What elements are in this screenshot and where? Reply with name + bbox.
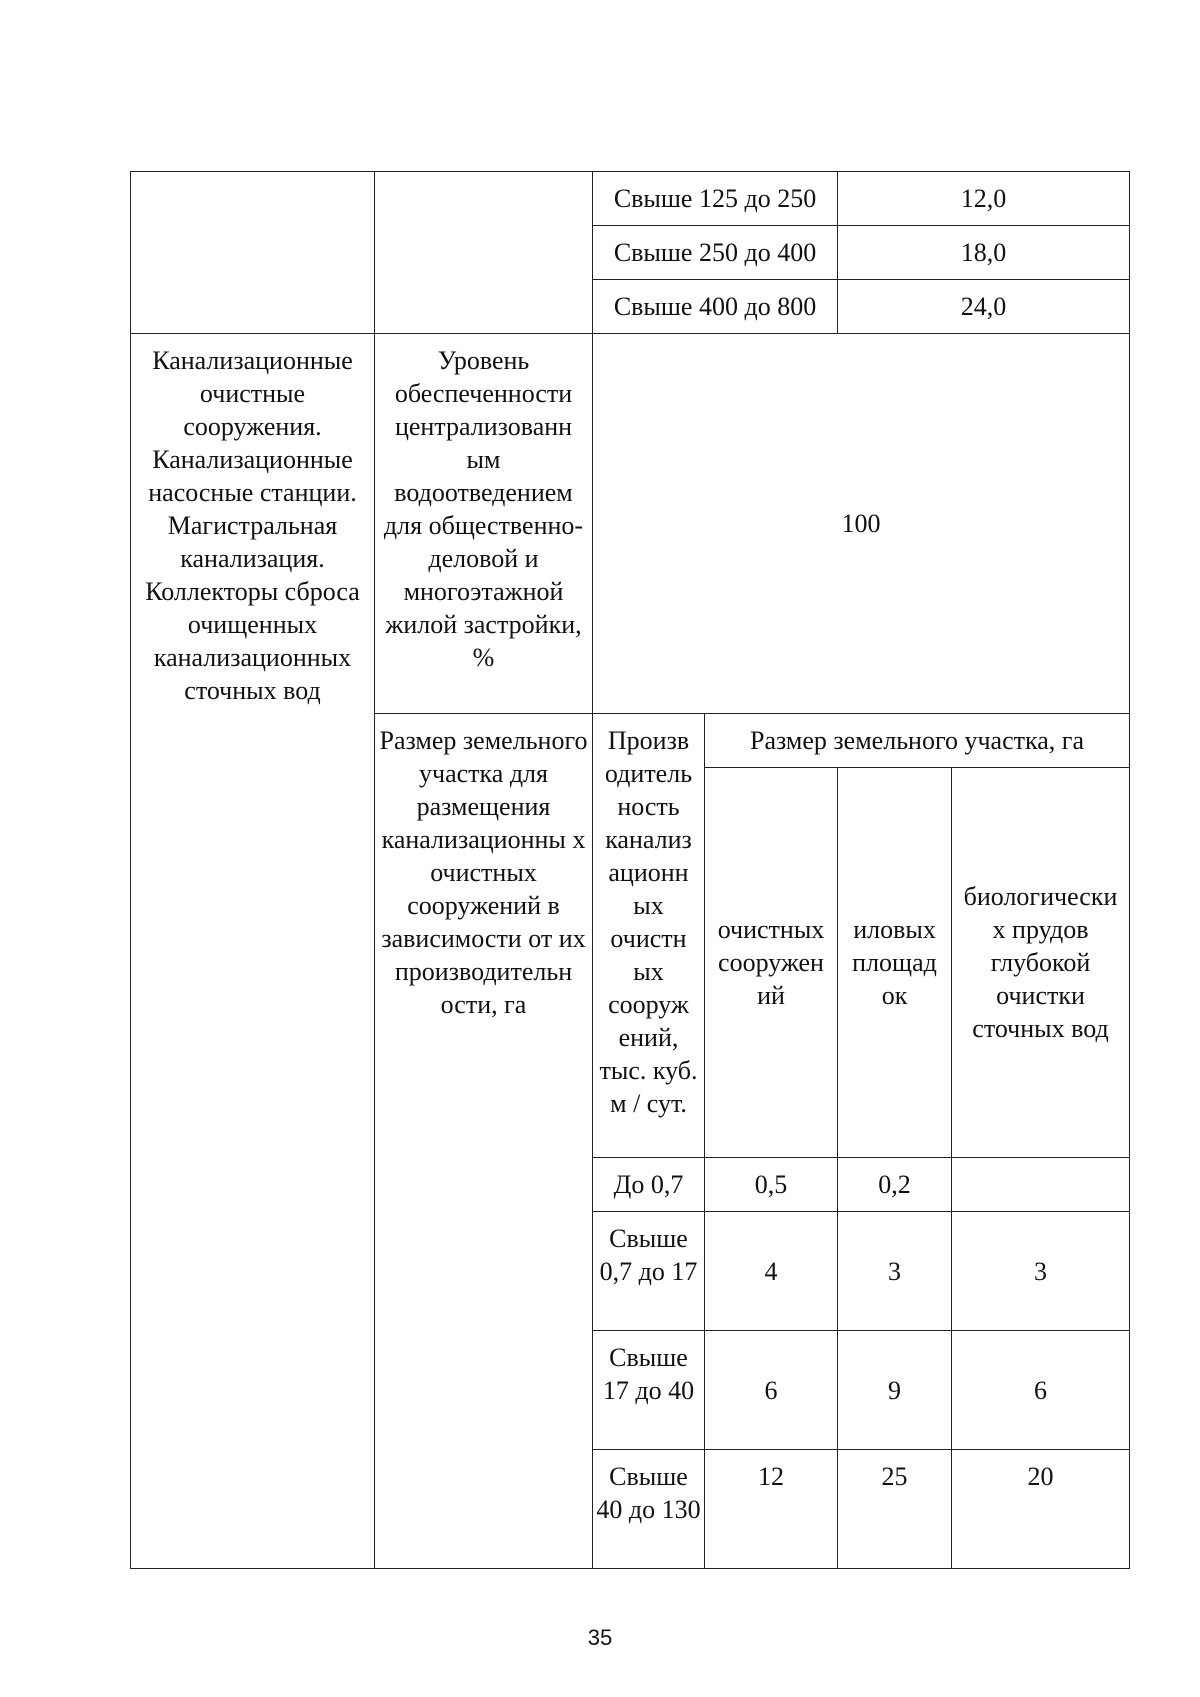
value-cell — [952, 1158, 1130, 1212]
range-cell: До 0,7 — [593, 1158, 705, 1212]
range-cell: Свыше 40 до 130 — [593, 1450, 705, 1569]
page-number: 35 — [587, 1625, 613, 1650]
value-cell: 12 — [705, 1450, 838, 1569]
range-cell: Свыше 250 до 400 — [593, 226, 838, 280]
empty-cell — [375, 172, 593, 334]
range-cell: Свыше 125 до 250 — [593, 172, 838, 226]
range-cell: Свыше 0,7 до 17 — [593, 1212, 705, 1331]
range-cell: Свыше 400 до 800 — [593, 280, 838, 334]
value-cell: 12,0 — [838, 172, 1130, 226]
object-name-cell: Канализационные очистные сооружения. Канализационные насосные станции. Магистральная канализация. Коллекторы сброса очищенных канализационных сточных вод — [131, 334, 375, 1569]
value-cell: 9 — [838, 1331, 952, 1450]
value-cell: 20 — [952, 1450, 1130, 1569]
value-cell: 0,2 — [838, 1158, 952, 1212]
value-cell: 24,0 — [838, 280, 1130, 334]
value-cell: 6 — [952, 1331, 1130, 1450]
indicator-cell: Уровень обеспеченности централизованн ым водоотведением для общественно- деловой и многоэтажной жилой застройки, % — [375, 334, 593, 714]
value-cell: 18,0 — [838, 226, 1130, 280]
value-cell: 3 — [952, 1212, 1130, 1331]
empty-cell — [131, 172, 375, 334]
norms-table — [130, 171, 1130, 1569]
indicator-cell: Размер земельного участка для размещения канализационны х очистных сооружений в зависимости от их производительн ости, га — [375, 714, 593, 1569]
value-cell: 25 — [838, 1450, 952, 1569]
range-cell: Свыше 17 до 40 — [593, 1331, 705, 1450]
sub-header-cell: иловых площад ок — [838, 768, 952, 1158]
table-row — [131, 334, 1130, 714]
land-size-header-cell: Размер земельного участка, га — [705, 714, 1130, 768]
capacity-header-cell: Произв одитель ность канализ ационн ых очистн ых сооруж ений, тыс. куб. м / сут. — [593, 714, 705, 1158]
value-cell: 0,5 — [705, 1158, 838, 1212]
value-cell: 6 — [705, 1331, 838, 1450]
indicator-value-cell: 100 — [593, 334, 1130, 714]
table-row — [131, 172, 1130, 226]
sub-header-cell: биологически х прудов глубокой очистки сточных вод — [952, 768, 1130, 1158]
sub-header-cell: очистных сооружен ий — [705, 768, 838, 1158]
value-cell: 3 — [838, 1212, 952, 1331]
value-cell: 4 — [705, 1212, 838, 1331]
